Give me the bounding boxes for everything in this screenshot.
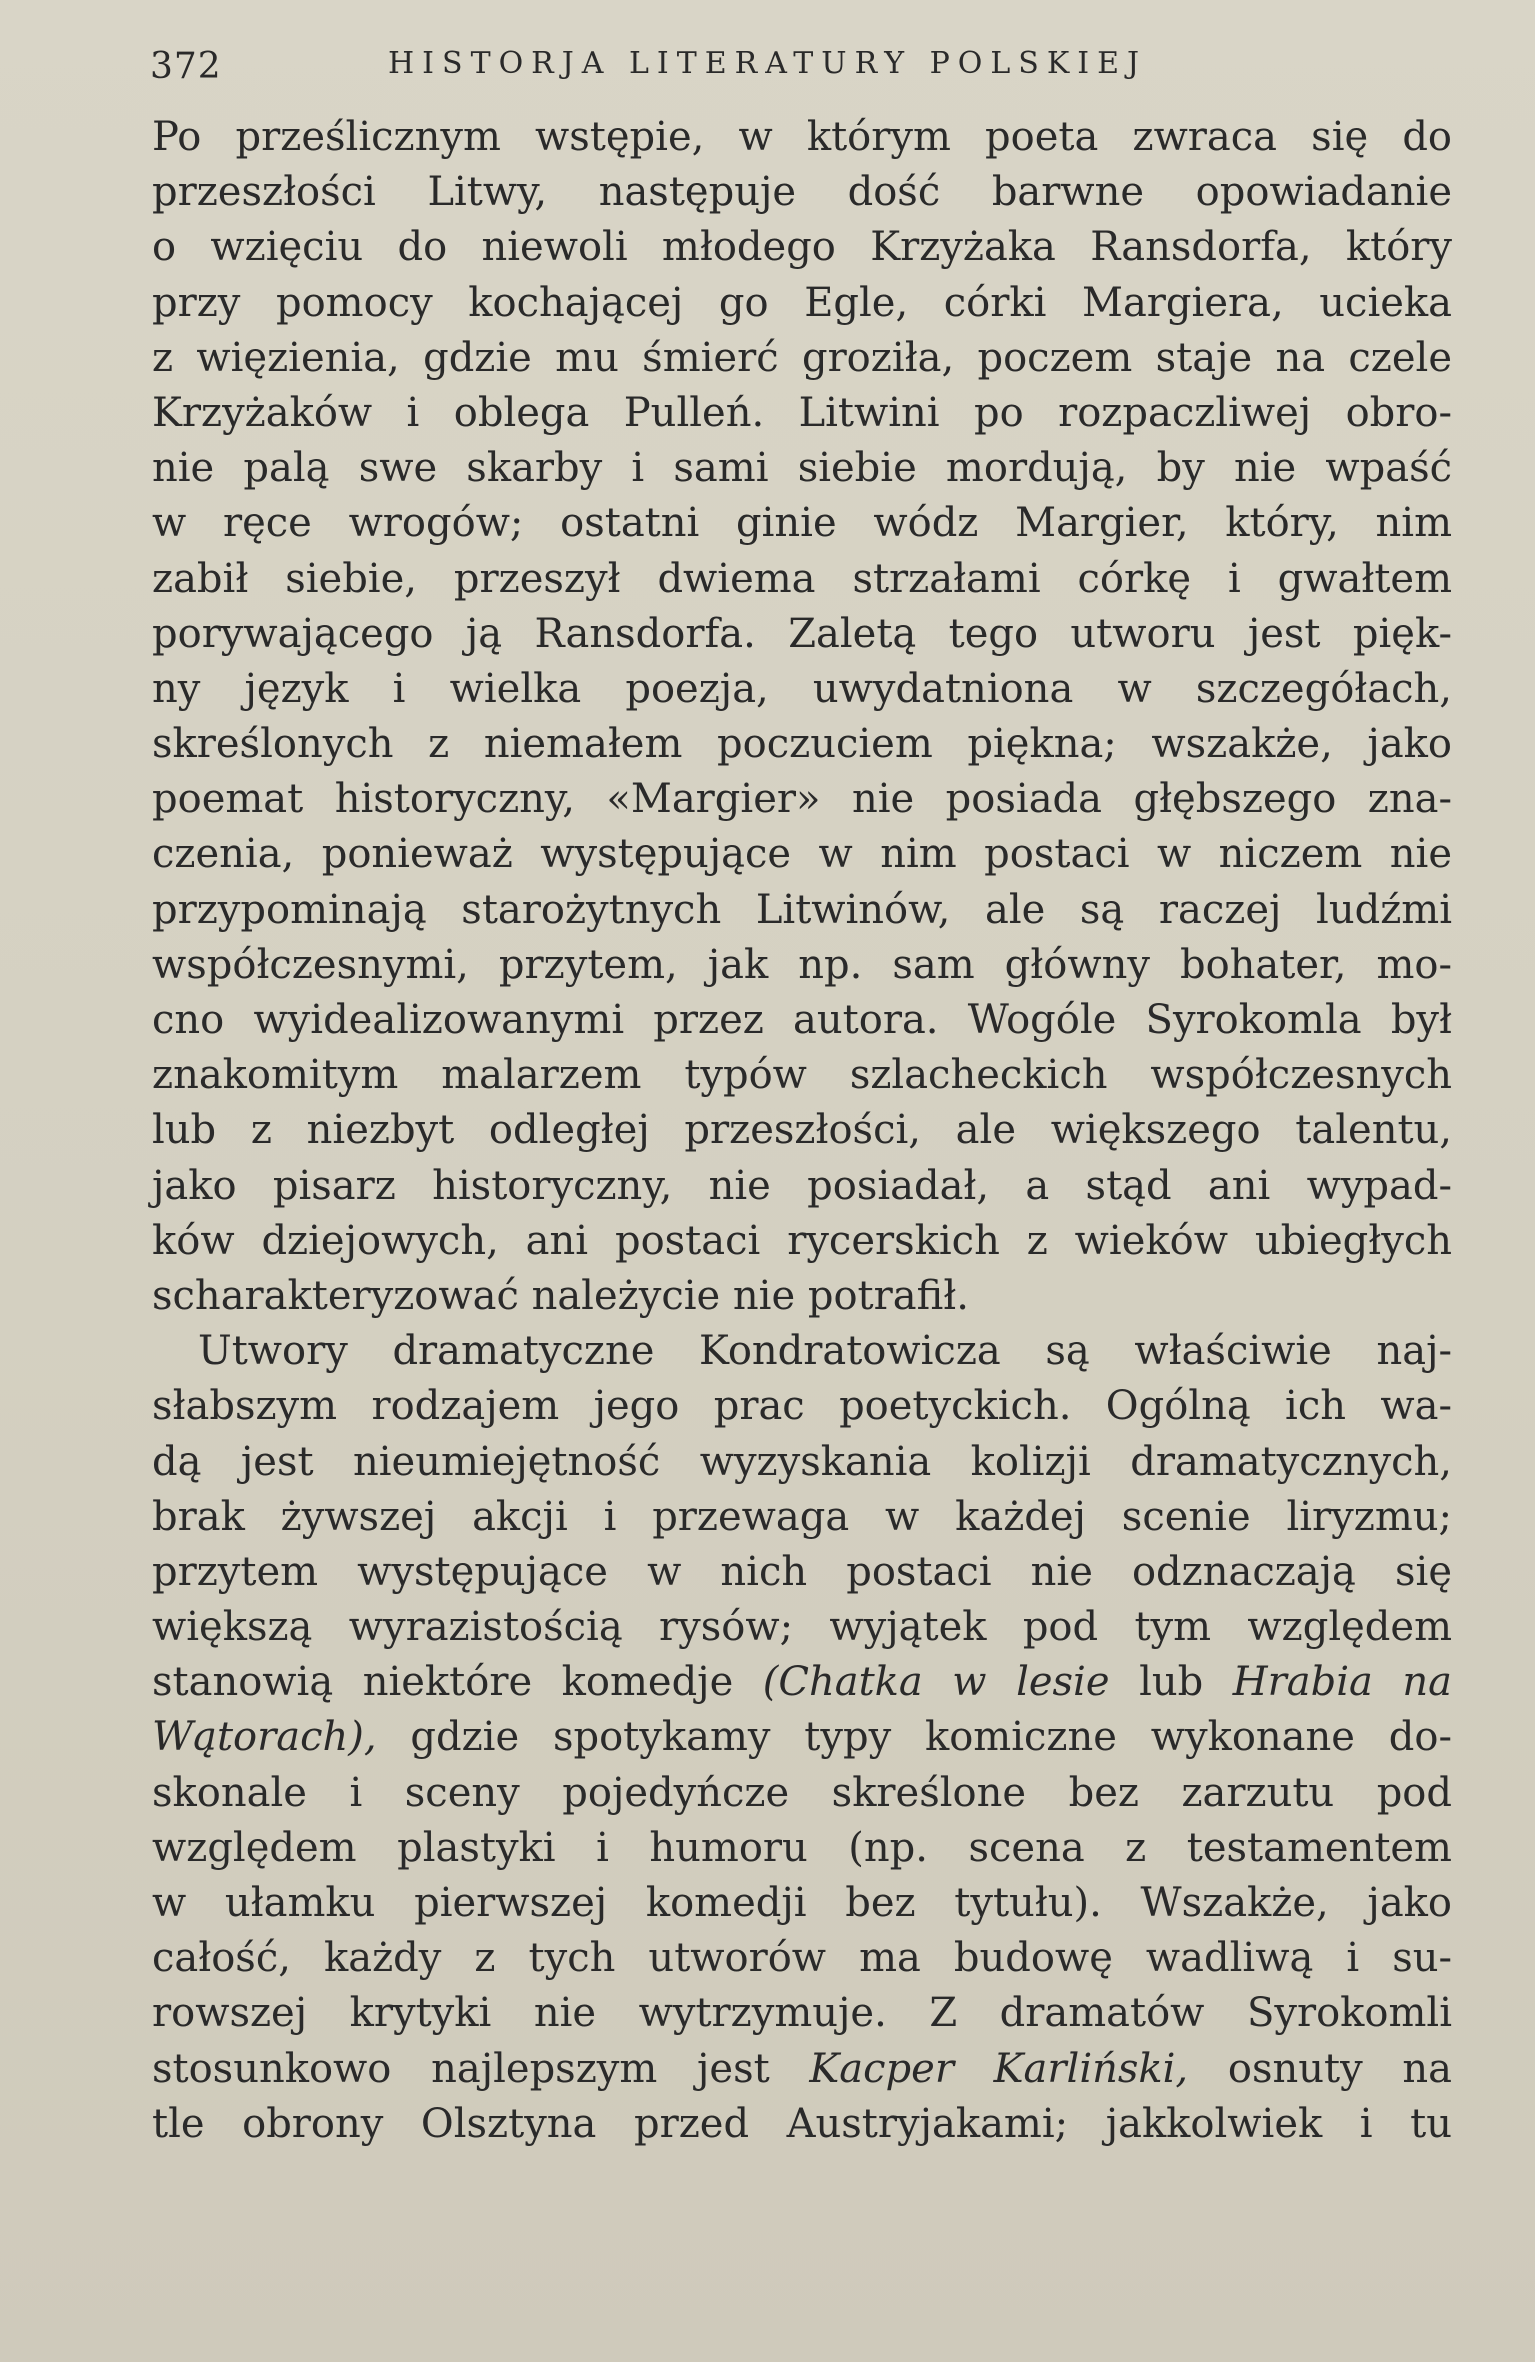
title-chatka-w-lesie: (Chatka w lesie bbox=[762, 1659, 1110, 1706]
text-line: ny język i wielka poezja, uwydatniona w szczegółach, bbox=[152, 665, 1452, 712]
text-line: względem plastyki i humoru (np. scena z testamentem bbox=[152, 1824, 1452, 1871]
text-line: całość, każdy z tych utworów ma budowę wadliwą i su- bbox=[152, 1935, 1452, 1982]
text-line: słabszym rodzajem jego prac poetyckich. Ogólną ich wa- bbox=[152, 1383, 1452, 1430]
text-run: stosunkowo najlepszym jest bbox=[152, 2045, 810, 2092]
paragraph-2 bbox=[152, 1324, 1452, 2152]
text-line: porywającego ją Ransdorfa. Zaletą tego utworu jest pięk- bbox=[152, 610, 1452, 657]
page-number: 372 bbox=[150, 46, 222, 87]
text-line: przy pomocy kochającej go Egle, córki Margiera, ucieka bbox=[152, 279, 1452, 326]
text-line: Po prześlicznym wstępie, w którym poeta zwraca się do bbox=[152, 114, 1452, 160]
text-run: osnuty na bbox=[1188, 2045, 1453, 2092]
text-line: współczesnymi, przytem, jak np. sam główny bohater, mo- bbox=[152, 941, 1452, 988]
text-run: gdzie spotykamy typy komiczne wykonane do- bbox=[376, 1714, 1452, 1761]
text-line: w ułamku pierwszej komedji bez tytułu). Wszakże, jako bbox=[152, 1880, 1452, 1926]
text-line bbox=[152, 2042, 1452, 2097]
text-line: rowszej krytyki nie wytrzymuje. Z dramatów Syrokomli bbox=[152, 1990, 1452, 2037]
text-line: nie palą swe skarby i sami siebie mordują, by nie wpaść bbox=[152, 445, 1452, 492]
text-run: stanowią niektóre komedje bbox=[152, 1659, 763, 1706]
text-line: z więzienia, gdzie mu śmierć groziła, poczem staje na czele bbox=[152, 334, 1452, 381]
text-run: lub bbox=[1109, 1659, 1233, 1706]
text-line: przytem występujące w nich postaci nie odznaczają się bbox=[152, 1548, 1452, 1595]
running-head: HISTORJA LITERATURY POLSKIEJ bbox=[388, 46, 1148, 81]
text-line bbox=[152, 1655, 1452, 1710]
text-line: scharakteryzować należycie nie potrafił. bbox=[152, 1272, 969, 1319]
text-line: Krzyżaków i oblega Pulleń. Litwini po rozpaczliwej obro- bbox=[152, 389, 1452, 436]
text-line: brak żywszej akcji i przewaga w każdej scenie liryzmu; bbox=[152, 1493, 1452, 1540]
text-line: w ręce wrogów; ostatni ginie wódz Margier, który, nim bbox=[152, 500, 1452, 547]
text-line: przypominają starożytnych Litwinów, ale są raczej ludźmi bbox=[152, 886, 1452, 933]
text-line: Utwory dramatyczne Kondratowicza są właściwie naj- bbox=[198, 1328, 1452, 1375]
text-line: większą wyrazistością rysów; wyjątek pod tym względem bbox=[152, 1604, 1452, 1651]
title-kacper-karlinski: Kacper Karliński, bbox=[809, 2045, 1189, 2092]
paragraph-1 bbox=[152, 110, 1452, 1324]
body-text bbox=[152, 110, 1452, 2152]
text-line: ków dziejowych, ani postaci rycerskich z wieków ubiegłych bbox=[152, 1217, 1452, 1264]
text-line: jako pisarz historyczny, nie posiadał, a stąd ani wypad- bbox=[152, 1162, 1452, 1209]
text-line: o wzięciu do niewoli młodego Krzyżaka Ransdorfa, który bbox=[152, 224, 1452, 271]
text-line: tle obrony Olsztyna przed Austryjakami; jakkolwiek i tu bbox=[152, 2100, 1452, 2147]
text-line: skonale i sceny pojedyńcze skreślone bez zarzutu pod bbox=[152, 1769, 1452, 1816]
title-hrabia-na-watorach-cont: Wątorach), bbox=[152, 1714, 377, 1761]
text-line: poemat historyczny, «Margier» nie posiada głębszego zna- bbox=[152, 776, 1452, 823]
text-line: zabił siebie, przeszył dwiema strzałami córkę i gwałtem bbox=[152, 555, 1452, 602]
title-hrabia-na-watorach: Hrabia na bbox=[1232, 1659, 1453, 1706]
text-line: przeszłości Litwy, następuje dość barwne opowiadanie bbox=[152, 169, 1452, 216]
text-line: cno wyidealizowanymi przez autora. Wogóle Syrokomla był bbox=[152, 997, 1452, 1043]
text-line bbox=[152, 1710, 1452, 1765]
text-line: znakomitym malarzem typów szlacheckich współczesnych bbox=[152, 1052, 1452, 1099]
text-line: skreślonych z niemałem poczuciem piękna; wszakże, jako bbox=[152, 721, 1452, 768]
text-line: dą jest nieumiejętność wyzyskania kolizji dramatycznych, bbox=[152, 1438, 1452, 1485]
page-header bbox=[150, 38, 1290, 98]
text-line: lub z niezbyt odległej przeszłości, ale większego talentu, bbox=[152, 1107, 1452, 1154]
text-line: czenia, ponieważ występujące w nim postaci w niczem nie bbox=[152, 831, 1452, 878]
